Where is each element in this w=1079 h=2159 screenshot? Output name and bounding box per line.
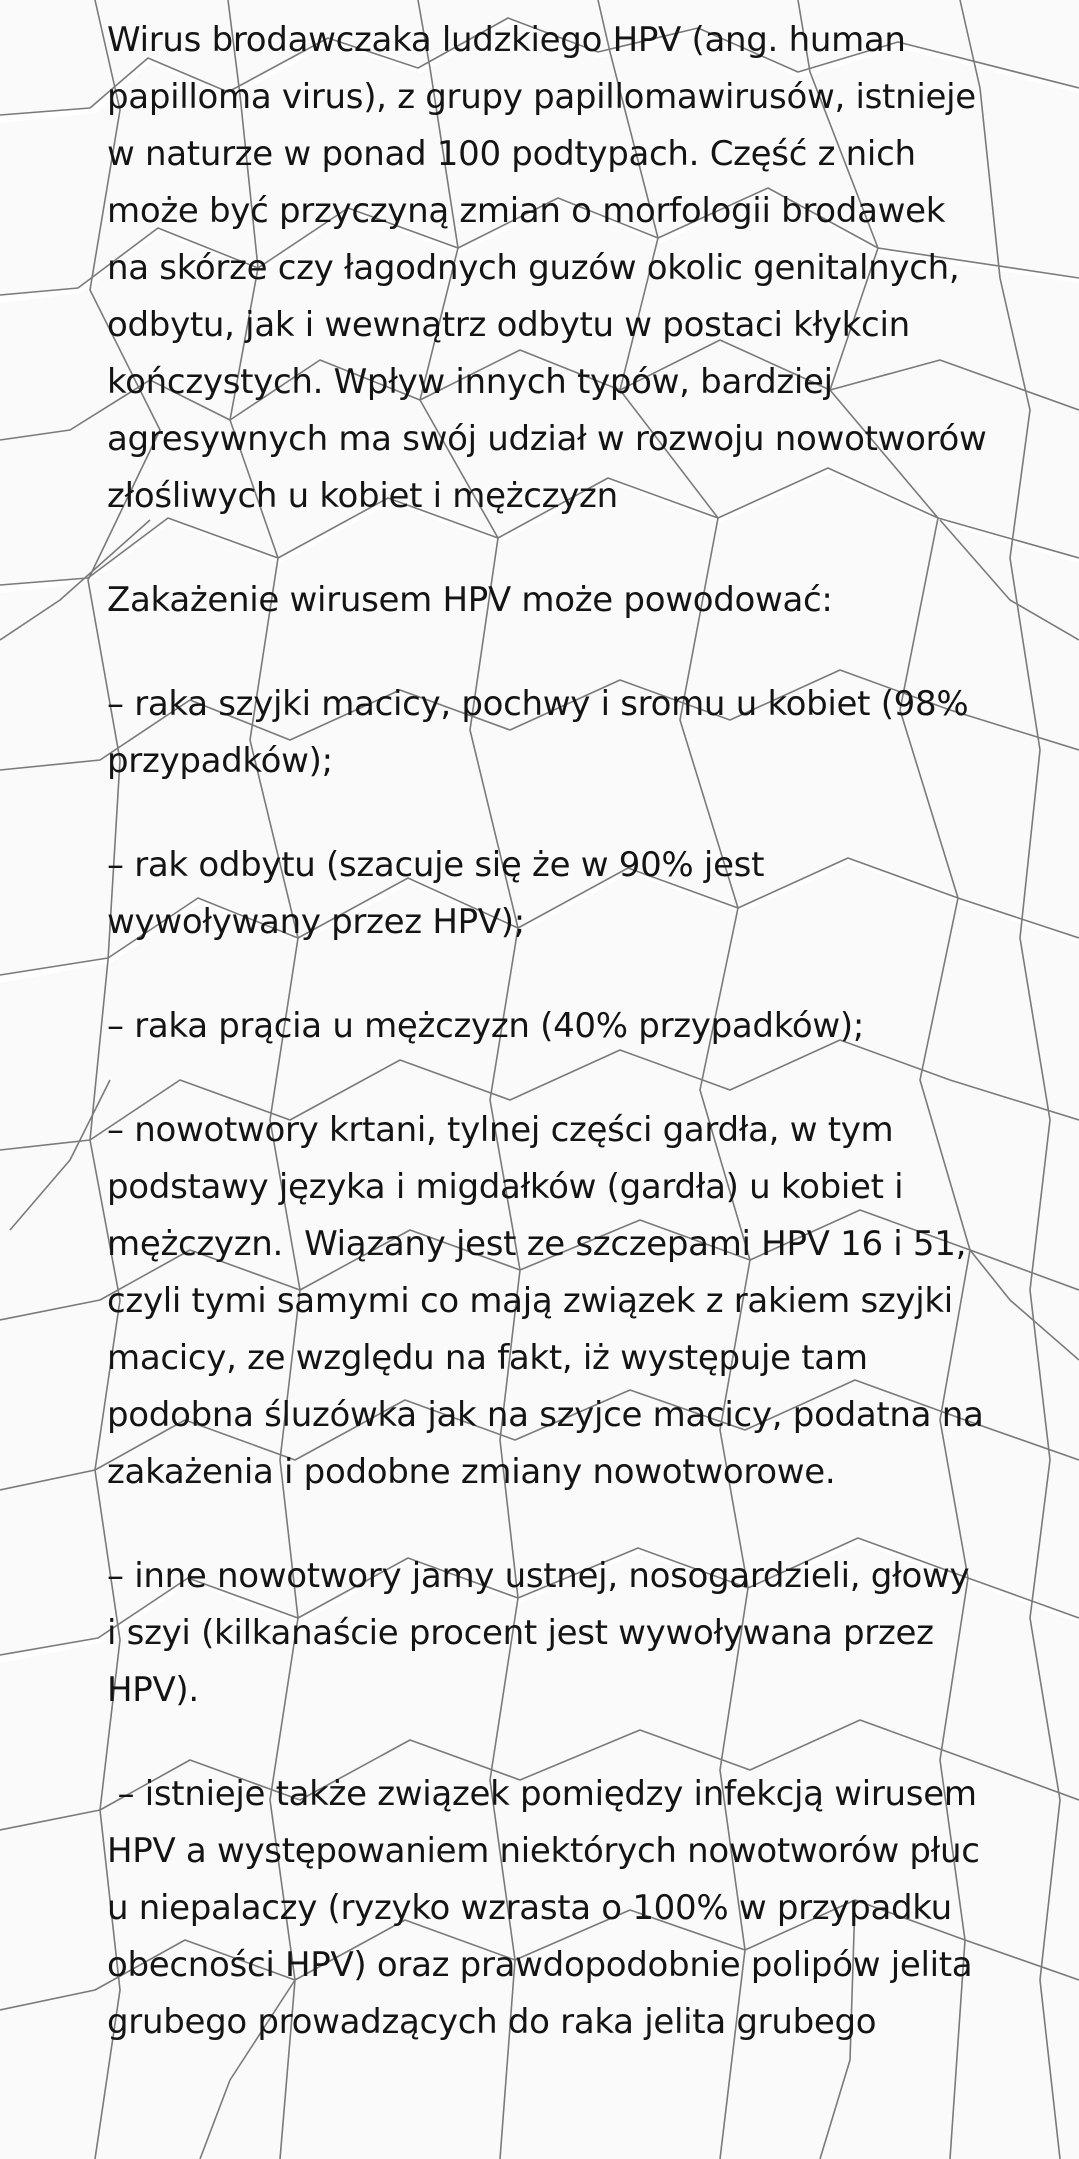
list-item-oral-cancer: – inne nowotwory jamy ustnej, nosogardzieli, głowy i szyi (kilkanaście procent jest wywoływana przez HPV). [107,1556,980,1710]
list-item-penile-cancer: – raka prącia u mężczyzn (40% przypadków); [107,1006,865,1046]
intro-paragraph: Wirus brodawczaka ludzkiego HPV (ang. human papilloma virus), z grupy papillomawirusów, istnieje w naturze w ponad 100 podtypach. Część z nich może być przyczyną zmian o morfologii brodawek na skórze czy łagodnych guzów okolic genitalnych, odbytu, jak i wewnątrz odbytu w postaci kłykcin kończystych. Wpływ innych typów, bardziej agresywnych ma swój udział w rozwoju nowotworów złośliwych u kobiet i mężczyzn [107,20,998,516]
effects-heading-paragraph: Zakażenie wirusem HPV może powodować: [107,580,833,620]
list-item-cervical-cancer: – raka szyjki macicy, pochwy i sromu u kobiet (98% przypadków); [107,684,979,781]
list-item-throat-cancer: – nowotwory krtani, tylnej części gardła, w tym podstawy języka i migdałków (gardła) u kobiet i mężczyzn. Wiązany jest ze szczepami HPV 16 i 51, czyli tymi samymi co mają związek z rakiem szyjki macicy, ze względu na fakt, iż występuje tam podobna śluzówka jak na szyjce macicy, podatna na zakażenia i podobne zmiany nowotworowe. [107,1110,995,1492]
list-item-lung-colon-link: – istnieje także związek pomiędzy infekcją wirusem HPV a występowaniem niektórych nowotworów płuc u niepalaczy (ryzyko wzrasta o 100% w przypadku obecności HPV) oraz prawdopodobnie polipów jelita grubego prowadzących do raka jelita grubego [107,1774,991,2042]
list-item-anal-cancer: – rak odbytu (szacuje się że w 90% jest wywoływany przez HPV); [107,845,775,942]
article-text [107,12,998,2098]
